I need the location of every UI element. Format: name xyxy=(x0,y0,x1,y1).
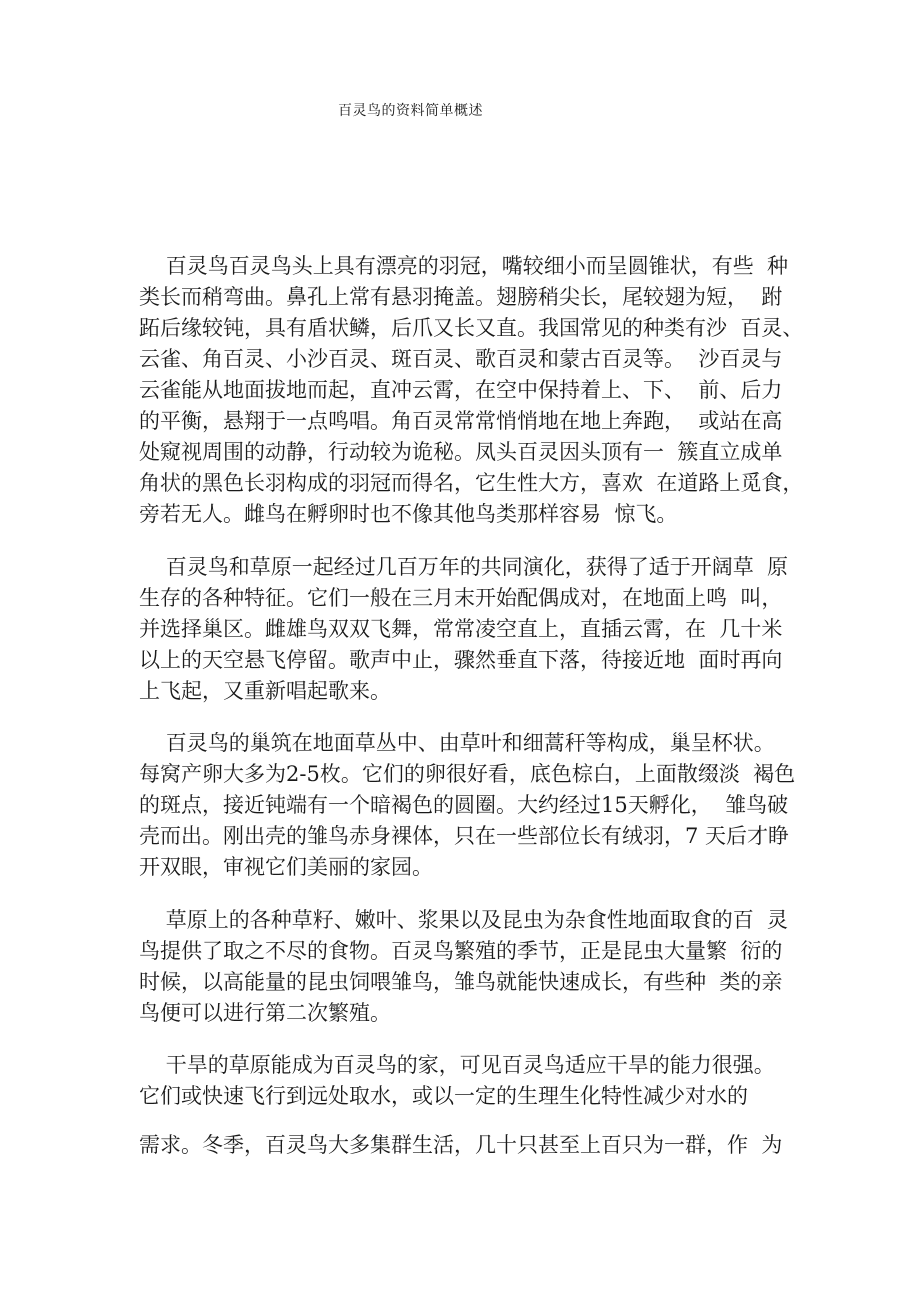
paragraph-3-line-2: 每窝产卵大多为2-5枚。它们的卵很好看，底色棕白，上面散缀淡 褐色 xyxy=(139,762,796,786)
paragraph-2-line-5: 上飞起，又重新唱起歌来。 xyxy=(139,679,391,703)
paragraph-3-line-5: 开双眼，审视它们美丽的家园。 xyxy=(139,855,433,879)
paragraph-2-line-1: 百灵鸟和草原一起经过几百万年的共同演化，获得了适于开阔草 原 xyxy=(139,555,789,579)
paragraph-3-line-1: 百灵鸟的巢筑在地面草丛中、由草叶和细蒿秆等构成，巢呈杯状。 xyxy=(139,731,775,755)
paragraph-1-line-7: 处窥视周围的动静，行动较为诡秘。凤头百灵因头顶有一 簇直立成单 xyxy=(139,440,783,464)
paragraph-2-line-4: 以上的天空悬飞停留。歌声中止，骤然垂直下落，待接近地 面时再向 xyxy=(139,648,783,672)
paragraph-5-line-3: 需求。冬季，百灵鸟大多集群生活，几十只甚至上百只为一群，作 为 xyxy=(139,1133,783,1157)
paragraph-1-line-1: 百灵鸟百灵鸟头上具有漂亮的羽冠，嘴较细小而呈圆锥状，有些 种 xyxy=(139,254,789,278)
paragraph-2-line-2: 生存的各种特征。它们一般在三月末开始配偶成对，在地面上鸣 叫， xyxy=(139,586,783,610)
paragraph-3-line-3: 的斑点，接近钝端有一个暗褐色的圆圈。大约经过15天孵化， 雏鸟破 xyxy=(139,793,789,817)
paragraph-4-line-2: 鸟提供了取之不尽的食物。百灵鸟繁殖的季节，正是昆虫大量繁 衍的 xyxy=(139,939,783,963)
paragraph-1-line-9: 旁若无人。雌鸟在孵卵时也不像其他鸟类那样容易 惊飞。 xyxy=(139,502,678,526)
paragraph-1-line-3: 跖后缘较钝，具有盾状鳞，后爪又长又直。我国常见的种类有沙 百灵、 xyxy=(139,316,804,340)
paragraph-1-line-2: 类长而稍弯曲。鼻孔上常有悬羽掩盖。翅膀稍尖长，尾较翅为短， 跗 xyxy=(139,285,783,309)
paragraph-1-line-4: 云雀、角百灵、小沙百灵、斑百灵、歌百灵和蒙古百灵等。 沙百灵与 xyxy=(139,347,783,371)
paragraph-4-line-4: 鸟便可以进行第二次繁殖。 xyxy=(139,1001,391,1025)
paragraph-4-line-1: 草原上的各种草籽、嫩叶、浆果以及昆虫为杂食性地面取食的百 灵 xyxy=(139,908,789,932)
paragraph-4-line-3: 时候，以高能量的昆虫饲喂雏鸟，雏鸟就能快速成长，有些种 类的亲 xyxy=(139,970,783,994)
document-title: 百灵鸟的资料简单概述 xyxy=(338,103,483,119)
paragraph-5-line-2: 它们或快速飞行到远处取水，或以一定的生理生化特性减少对水的 xyxy=(139,1084,748,1108)
paragraph-1-line-6: 的平衡，悬翔于一点鸣唱。角百灵常常悄悄地在地上奔跑， 或站在高 xyxy=(139,409,783,433)
paragraph-3-line-4: 壳而出。刚出壳的雏鸟赤身裸体，只在一些部位长有绒羽，7 天后才睁 xyxy=(139,824,790,848)
paragraph-1-line-8: 角状的黑色长羽构成的羽冠而得名，它生性大方，喜欢 在道路上觅食， xyxy=(139,471,804,495)
paragraph-1-line-5: 云雀能从地面拔地而起，直冲云霄，在空中保持着上、下、 前、后力 xyxy=(139,378,783,402)
paragraph-2-line-3: 并选择巢区。雌雄鸟双双飞舞，常常凌空直上，直插云霄，在 几十米 xyxy=(139,617,783,641)
paragraph-5-line-1: 干旱的草原能成为百灵鸟的家，可见百灵鸟适应干旱的能力很强。 xyxy=(139,1053,775,1077)
